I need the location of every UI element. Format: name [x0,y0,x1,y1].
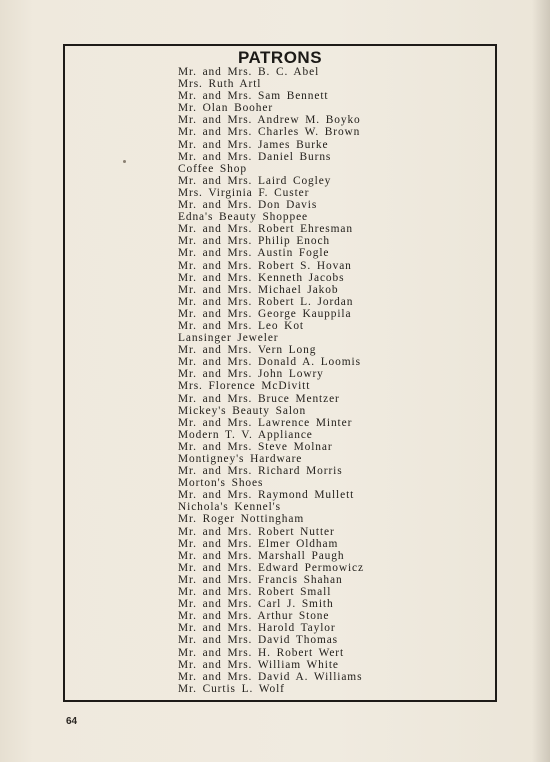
patron-entry: Nichola's Kennel's [178,501,281,514]
page-spine-shadow [532,0,550,762]
patron-entry: Mr. and Mrs. Edward Permowicz [178,561,364,574]
patron-entry: Mr. and Mrs. Bruce Mentzer [178,392,340,405]
patron-entry: Mr. and Mrs. Kenneth Jacobs [178,271,345,284]
patron-entry: Mr. and Mrs. Sam Bennett [178,90,329,103]
patron-entry: Mr. and Mrs. Marshall Paugh [178,549,345,562]
patron-entry: Mr. Roger Nottingham [178,513,305,526]
patron-entry: Mr. Curtis L. Wolf [178,682,285,695]
patron-entry: Mrs. Florence McDivitt [178,380,311,393]
patron-entry: Mr. and Mrs. Vern Long [178,344,317,357]
patron-entry: Mr. and Mrs. George Kauppila [178,307,352,320]
page-title: PATRONS [237,48,323,67]
patron-entry: Mr. and Mrs. Robert Ehresman [178,223,353,236]
patron-entry: Modern T. V. Appliance [178,428,313,441]
patron-entry: Mr. and Mrs. Robert L. Jordan [178,295,354,308]
patron-entry: Edna's Beauty Shoppee [178,211,308,224]
patron-entry: Mr. and Mrs. Robert Nutter [178,525,335,538]
patron-entry: Mr. and Mrs. B. C. Abel [178,66,320,78]
patron-entry: Mickey's Beauty Salon [178,404,307,417]
patron-entry: Mr. and Mrs. John Lowry [178,368,324,381]
patron-entry: Mr. and Mrs. James Burke [178,138,329,151]
patron-entry: Mr. and Mrs. Arthur Stone [178,610,330,623]
patron-entry: Mr. and Mrs. Don Davis [178,199,318,212]
patron-entry: Mr. and Mrs. William White [178,658,339,671]
patron-entry: Mr. and Mrs. Raymond Mullett [178,489,355,502]
patron-entry: Mr. and Mrs. Richard Morris [178,465,343,478]
patron-entry: Lansinger Jeweler [178,332,279,345]
patron-entry: Mr. Olan Booher [178,102,274,115]
patron-entry: Mr. and Mrs. Steve Molnar [178,440,333,453]
patron-entry: Mr. and Mrs. Daniel Burns [178,150,332,163]
patron-entry: Mr. and Mrs. H. Robert Wert [178,646,345,659]
patron-entry: Mr. and Mrs. Francis Shahan [178,573,343,586]
patron-entry: Mr. and Mrs. Donald A. Loomis [178,356,361,369]
patron-entry: Mr. and Mrs. Laird Cogley [178,174,332,187]
patron-entry: Mr. and Mrs. Charles W. Brown [178,126,361,139]
patron-entry: Mr. and Mrs. Robert S. Hovan [178,259,352,272]
patron-entry: Mr. and Mrs. Carl J. Smith [178,598,334,611]
patron-entry: Coffee Shop [178,162,247,175]
page-number: 64 [66,716,78,727]
patron-entry: Mr. and Mrs. Philip Enoch [178,235,330,248]
patron-entry: Mr. and Mrs. Robert Small [178,586,332,599]
patron-entry: Montigney's Hardware [178,453,303,465]
patrons-box [63,44,497,702]
patron-entry: Mr. and Mrs. David Thomas [178,634,339,647]
patron-entry: Mr. and Mrs. Andrew M. Boyko [178,114,361,127]
patron-entry: Mr. and Mrs. Leo Kot [178,319,304,332]
patron-list [178,66,364,695]
patron-entry: Mr. and Mrs. David A. Williams [178,670,363,683]
patron-entry: Morton's Shoes [178,477,264,490]
patron-entry: Mr. and Mrs. Harold Taylor [178,622,336,635]
patron-entry: Mr. and Mrs. Austin Fogle [178,247,330,260]
patron-entry: Mrs. Ruth Artl [178,78,262,91]
patron-entry: Mr. and Mrs. Michael Jakob [178,283,339,296]
patron-entry: Mr. and Mrs. Lawrence Minter [178,416,353,429]
patron-entry: Mr. and Mrs. Elmer Oldham [178,537,339,550]
patron-entry: Mrs. Virginia F. Custer [178,186,310,199]
